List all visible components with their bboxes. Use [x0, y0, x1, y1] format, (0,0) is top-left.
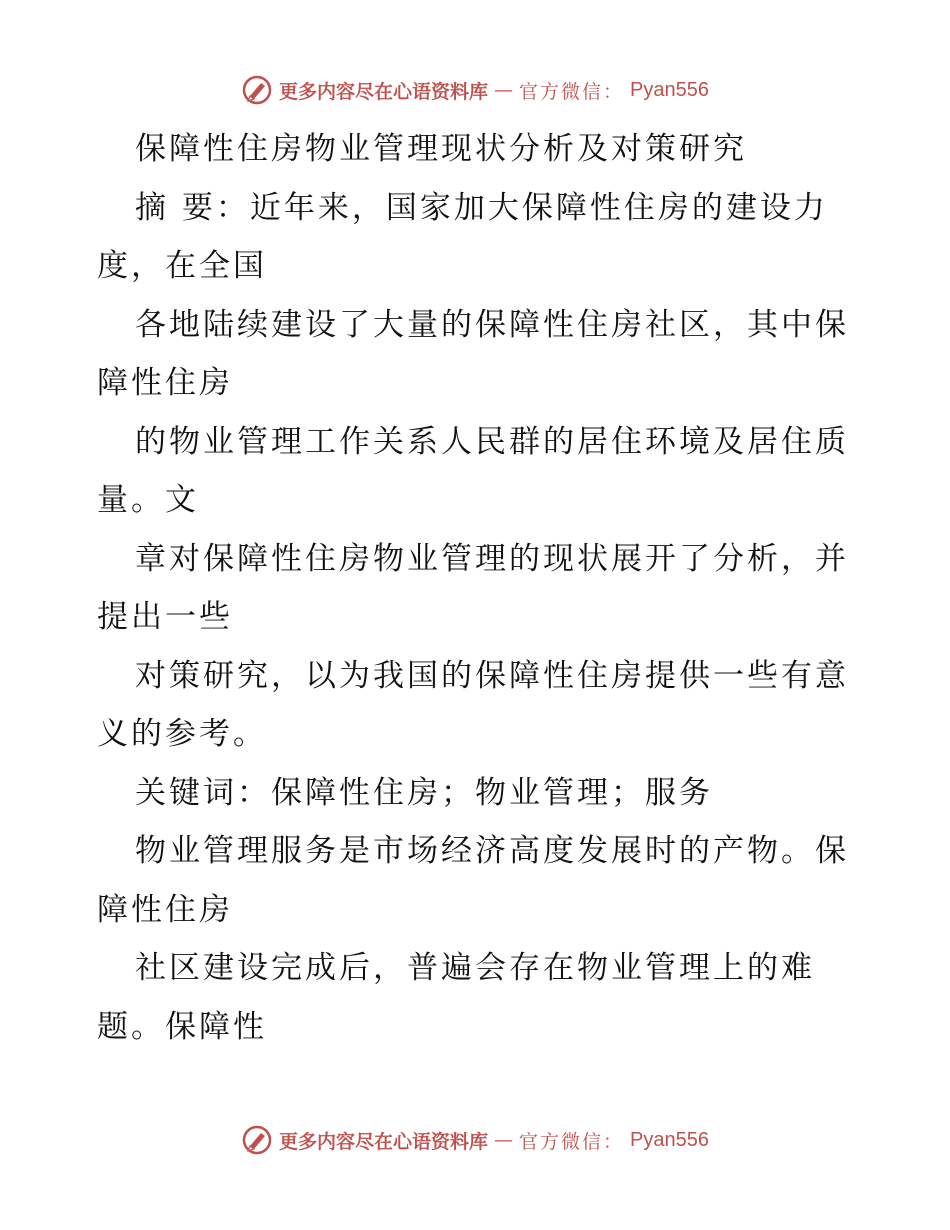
- abstract-line: 量。文: [97, 482, 199, 518]
- abstract-line: 义的参考。: [97, 716, 267, 752]
- abstract-line: 提出一些: [97, 599, 233, 635]
- body-line: 题。保障性: [97, 1008, 267, 1045]
- abstract-line: 对策研究，以为我国的保障性住房提供一些有意: [135, 657, 849, 694]
- document-body: [97, 120, 857, 1056]
- footer-wechat-label: 官方微信：: [519, 1130, 625, 1153]
- footer-banner: [0, 1120, 950, 1160]
- pen-logo-icon: [241, 74, 273, 106]
- footer-banner-text: 更多内容尽在心语资料库: [279, 1130, 489, 1153]
- abstract-line: 章对保障性住房物业管理的现状展开了分析，并: [135, 540, 849, 577]
- keywords-line: 关键词：保障性住房；物业管理；服务: [135, 774, 713, 811]
- abstract-line: 的物业管理工作关系人民群的居住环境及居住质: [135, 423, 849, 460]
- abstract-line: 障性住房: [97, 365, 233, 401]
- header-wechat-label: 官方微信：: [519, 80, 625, 103]
- abstract-line: 摘 要：近年来，国家加大保障性住房的建设力: [135, 189, 828, 226]
- body-line: 社区建设完成后，普遍会存在物业管理上的难: [135, 950, 815, 986]
- document-title: 保障性住房物业管理现状分析及对策研究: [135, 131, 747, 167]
- header-banner-dash: —: [494, 79, 514, 101]
- footer-banner-dash: —: [494, 1129, 514, 1151]
- header-banner: [0, 70, 950, 110]
- body-line: 物业管理服务是市场经济高度发展时的产物。保: [135, 833, 849, 869]
- pen-logo-icon: [241, 1124, 273, 1156]
- header-wechat-id: Pyan556: [630, 78, 709, 101]
- abstract-line: 度，在全国: [97, 248, 267, 284]
- header-banner-text: 更多内容尽在心语资料库: [279, 80, 489, 103]
- body-line: 障性住房: [97, 891, 233, 928]
- footer-wechat-id: Pyan556: [630, 1128, 709, 1151]
- abstract-line: 各地陆续建设了大量的保障性住房社区，其中保: [135, 306, 849, 343]
